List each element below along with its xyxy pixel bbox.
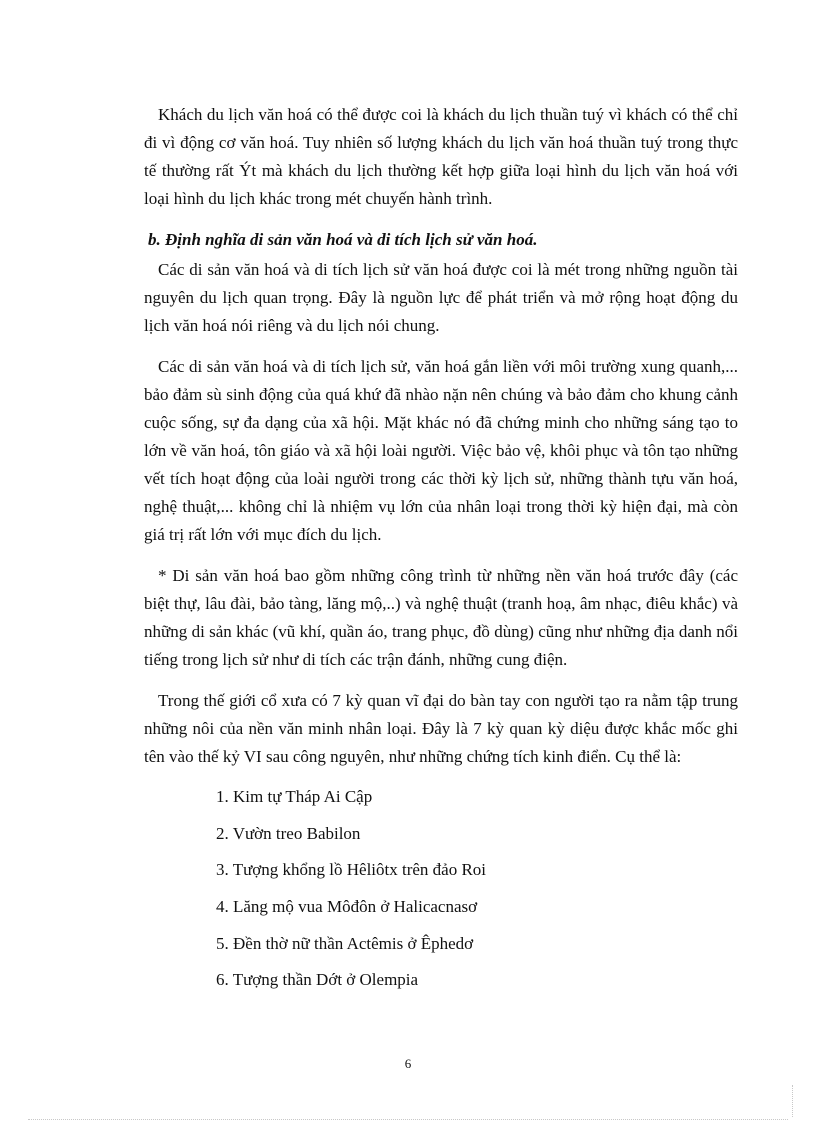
list-item: 6. Tượng thần Dớt ở Olempia <box>216 970 419 990</box>
paragraph-heritage-environment: Các di sản văn hoá và di tích lịch sử, văn hoá gắn liền với môi trường xung quanh,... bảo đảm sù sinh động của quá khứ đã nhào nặn nên chúng và bảo đảm cho khung cảnh cuộc sống, sự đa dạng của xã hội. Mặt khác nó đã chứng minh cho những sáng tạo to lớn về văn hoá, tôn giáo và xã hội loài người. Việc bảo vệ, khôi phục và tôn tạo những vết tích hoạt động của loài người trong các thời kỳ lịch sử, những thành tựu văn hoá, nghệ thuật,... không chỉ là nhiệm vụ lớn của nhân loại trong thời kỳ hiện đại, mà còn giá trị rất lớn với mục đích du lịch. <box>144 357 738 544</box>
paragraph-cultural-tourist: Khách du lịch văn hoá có thể được coi là khách du lịch thuần tuý vì khách có thể chỉ đi vì động cơ văn hoá. Tuy nhiên số lượng khách du lịch văn hoá thuần tuý trong thực tế thường rất Ýt mà khách du lịch thường kết hợp giữa loại hình du lịch văn hoá với loại hình du lịch khác trong mét chuyến hành trình. <box>144 105 738 208</box>
paragraph-heritage-resources: Các di sản văn hoá và di tích lịch sử văn hoá được coi là mét trong những nguồn tài nguyên du lịch quan trọng. Đây là nguồn lực để phát triển và mở rộng hoạt động du lịch văn hoá nói riêng và du lịch nói chung. <box>144 260 738 335</box>
page-number: 6 <box>404 1056 412 1071</box>
list-item: 2. Vườn treo Babilon <box>216 823 361 843</box>
seven-wonders-list <box>144 784 738 992</box>
paragraph-seven-wonders-intro: Trong thế giới cổ xưa có 7 kỳ quan vĩ đại do bàn tay con người tạo ra nằm tập trung những nôi của nền văn minh nhân loại. Đây là 7 kỳ quan kỳ diệu được khắc mốc ghi tên vào thế kỷ VI sau công nguyên, như những chứng tích kinh điển. Cụ thể là: <box>144 691 738 766</box>
list-item: 1. Kim tự Tháp Ai Cập <box>216 787 373 806</box>
page-edge-divider <box>792 1085 793 1117</box>
paragraph-heritage-definition: * Di sản văn hoá bao gồm những công trình từ những nền văn hoá trước đây (các biệt thự, lâu đài, bảo tàng, lăng mộ,..) và nghệ thuật (tranh hoạ, âm nhạc, điêu khắc) và những di sản khác (vũ khí, quần áo, trang phục, đồ dùng) cũng như những địa danh nổi tiếng trong lịch sử như di tích các trận đánh, những cung điện. <box>144 566 738 669</box>
page-edge-divider <box>28 1119 788 1120</box>
page-body <box>144 101 738 1004</box>
list-item: 4. Lăng mộ vua Môđôn ở Halicacnasơ <box>216 897 478 917</box>
list-item: 5. Đền thờ nữ thần Actêmis ở Êphedơ <box>216 933 474 953</box>
section-heading: b. Định nghĩa di sản văn hoá và di tích lịch sử văn hoá. <box>148 230 538 249</box>
list-item: 3. Tượng khổng lồ Hêliôtx trên đảo Roi <box>216 860 487 880</box>
